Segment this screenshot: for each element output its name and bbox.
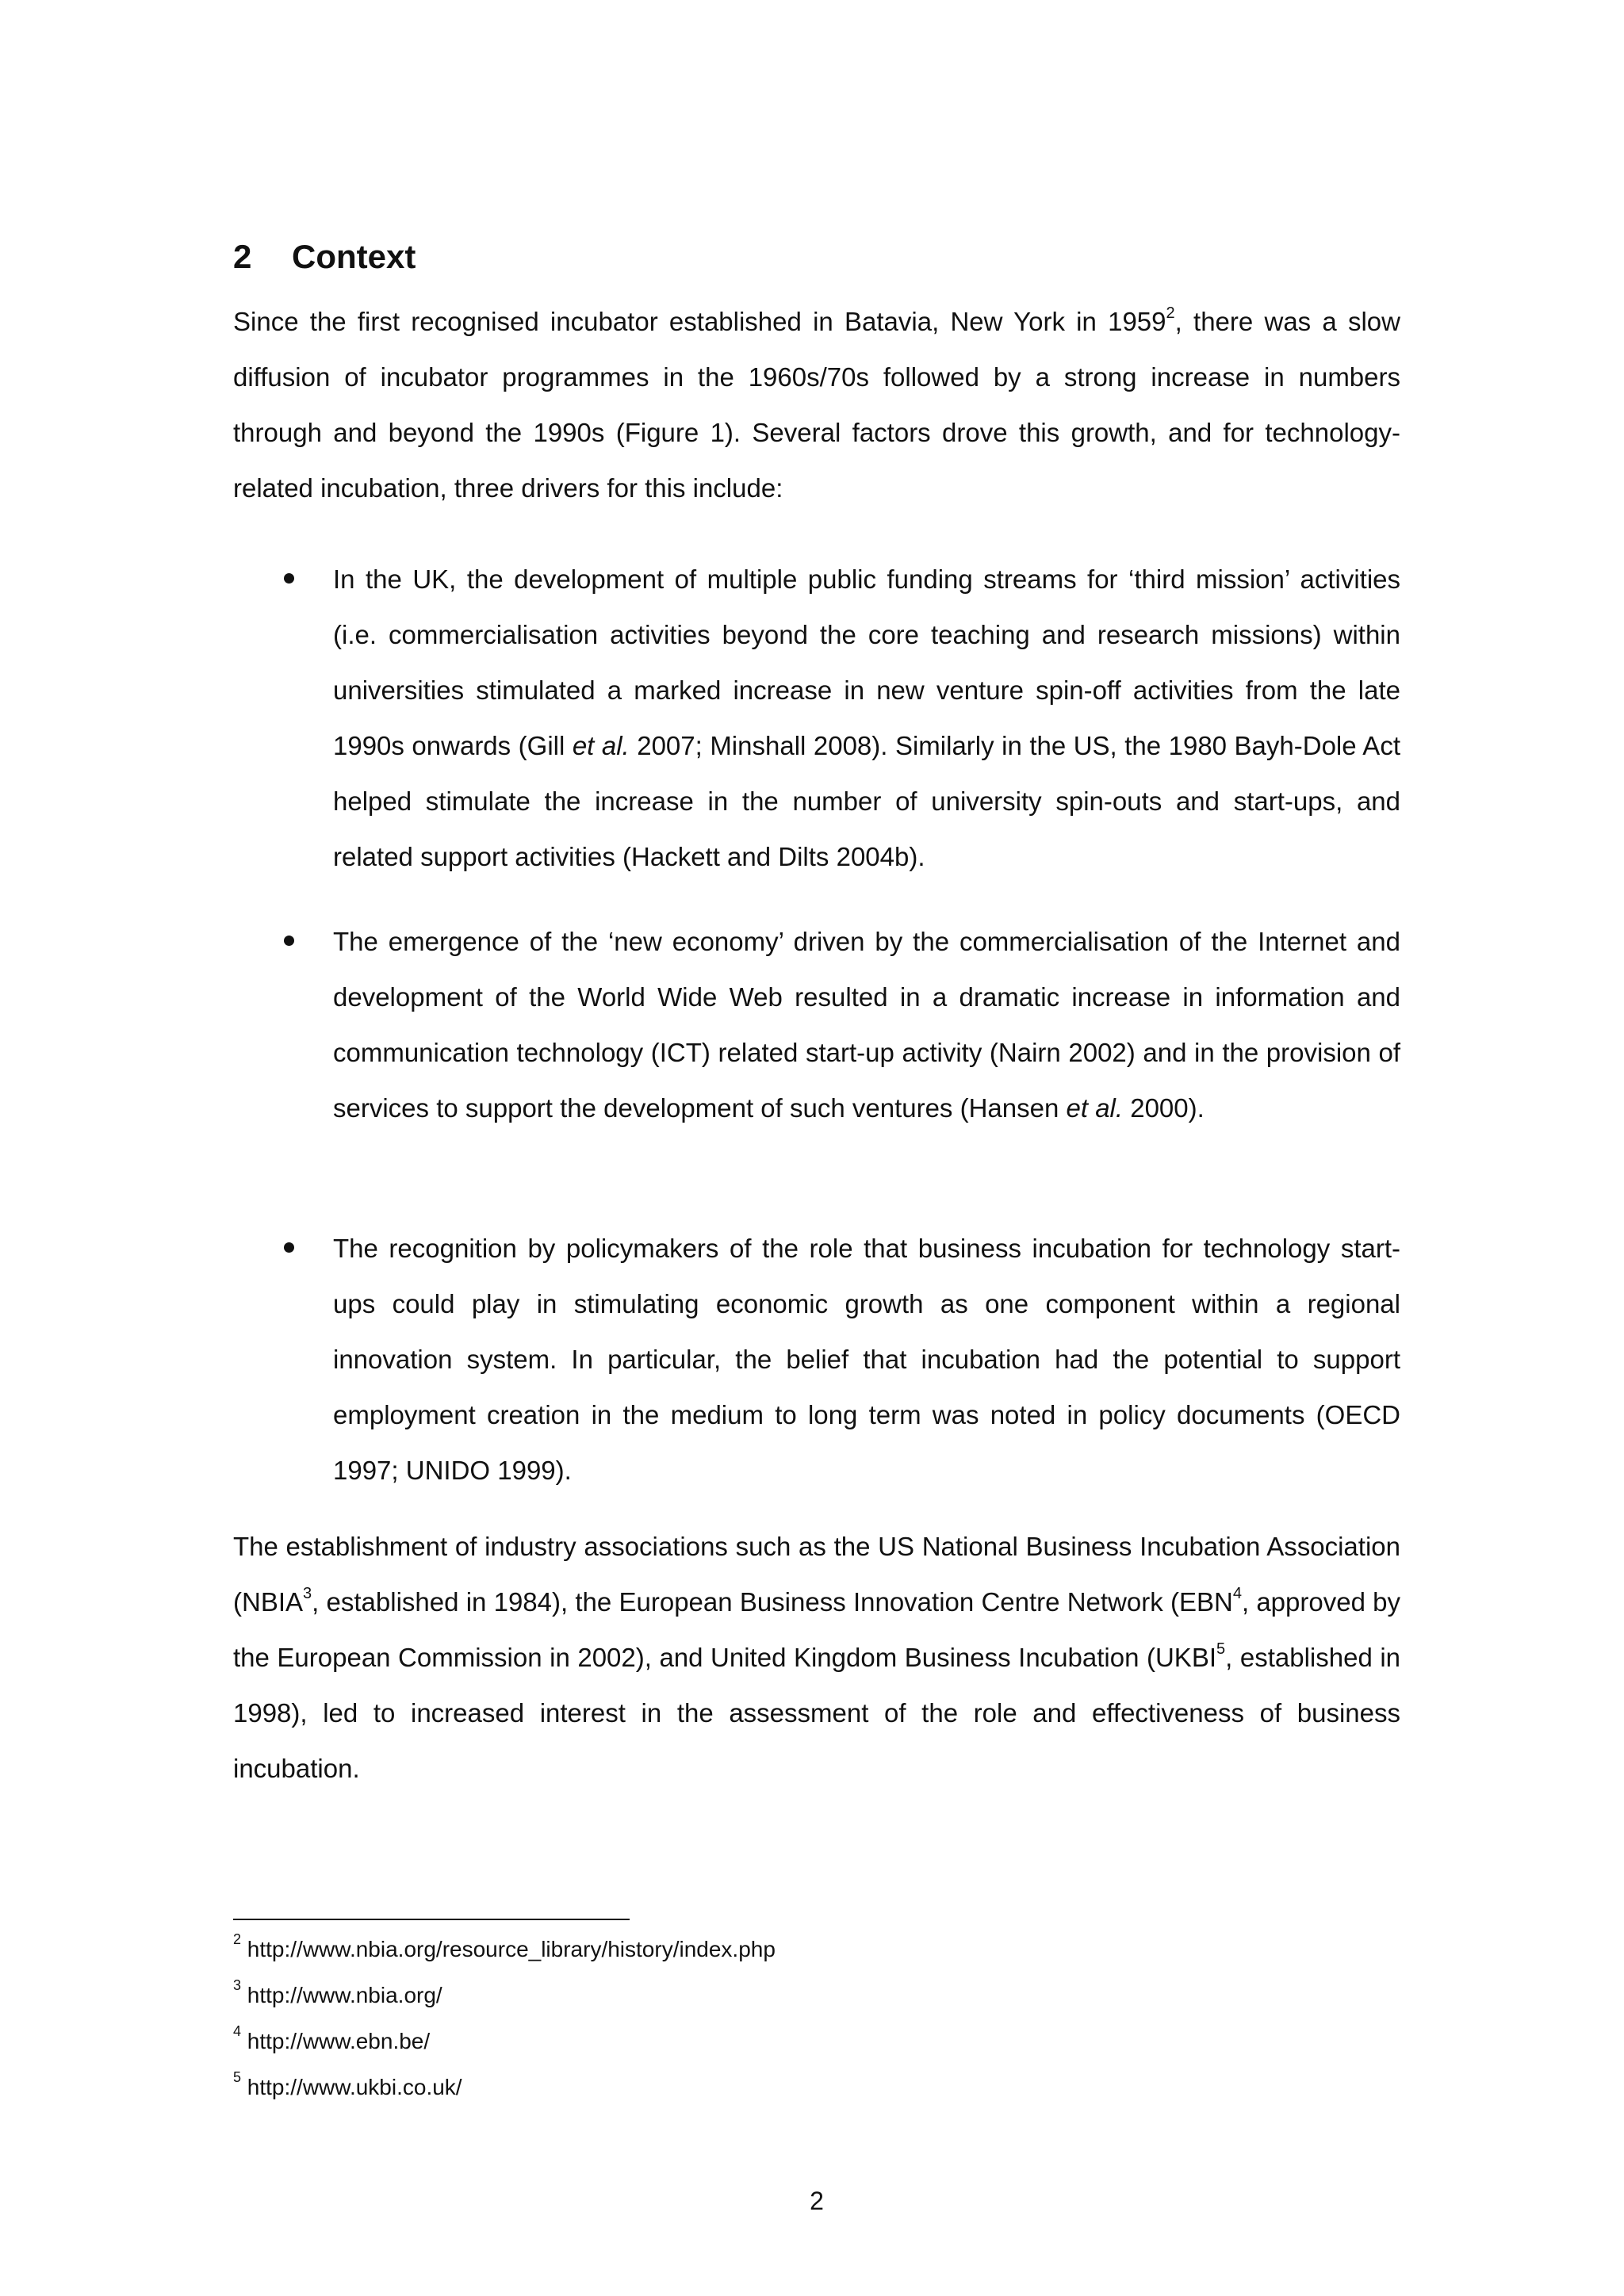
footnote-ref-2[interactable]: 2 [1166,304,1175,322]
footnote-item [233,1973,1400,2019]
footnote-number: 2 [233,1931,242,1947]
footnote-number: 4 [233,2022,242,2039]
intro-text-part2: , there was a slow diffusion of incubator programmes in the 1960s/70s followed by a strong increase in numbers through and beyond the 1990s (Figure 1). Several factors drove this growth, and for technology-related incubation, three drivers for this include: [233,307,1400,503]
bullet-text-italic: et al. [1066,1093,1124,1123]
footnote-link[interactable]: http://www.nbia.org/resource_library/history/index.php [247,1937,776,1961]
footnote-item [233,2019,1400,2064]
outro-text-part2: , established in 1984), the European Business Innovation Centre Network (EBN [312,1587,1233,1617]
footnote-divider [233,1919,630,1920]
footnote-link[interactable]: http://www.ukbi.co.uk/ [247,2075,462,2099]
section-number: 2 [233,238,252,275]
footnotes [233,1927,1400,2110]
footnote-item [233,2064,1400,2110]
footnote-link[interactable]: http://www.ebn.be/ [247,2029,431,2053]
bullet-text: The recognition by policymakers of the role that business incubation for technology start-ups could play in stimulating economic growth as one component within a regional innovation system. In particular, the belief that incubation had the potential to support employment creation in the medium to long term was noted in policy documents (OECD 1997; UNIDO 1999). [333,1234,1400,1485]
page-number: 2 [810,2187,824,2215]
bullet-icon [284,936,294,946]
bullet-icon [284,573,294,584]
bullet-text-part2: 2000). [1123,1093,1205,1123]
bullet-text-part1: The emergence of the ‘new economy’ driven by the commercialisation of the Internet and development of the World Wide Web resulted in a dramatic increase in information and communication technology (ICT) related start-up activity (Nairn 2002) and in the provision of services to support the development of such ventures (Hansen [333,927,1400,1123]
bullet-text [333,914,1400,1136]
footnote-number: 3 [233,1976,242,1993]
footnote-ref-5[interactable]: 5 [1216,1640,1226,1658]
footnote-ref-4[interactable]: 4 [1232,1585,1242,1602]
outro-text-part4: , established in 1998), led to increased interest in the assessment of the role and effectiveness of business incubation. [233,1643,1401,1783]
document-page [233,0,1400,2296]
intro-text-part1: Since the first recognised incubator established in Batavia, New York in 1959 [233,307,1166,336]
bullet-text-italic: et al. [572,731,630,760]
footnote-link[interactable]: http://www.nbia.org/ [247,1983,442,2007]
footnote-ref-3[interactable]: 3 [303,1585,312,1602]
footnote-number: 5 [233,2068,242,2085]
section-heading [233,235,416,279]
section-title: Context [292,238,416,275]
footnote-item [233,1927,1400,1973]
bullet-icon [284,1242,294,1253]
bullet-text-part1: In the UK, the development of multiple public funding streams for ‘third mission’ activities (i.e. commercialisation activities beyond the core teaching and research missions) within universities stimulated a marked increase in new venture spin-off activities from the late 1990s onwards (Gill [333,564,1400,760]
outro-text-part3: , approved by the European Commission in 2002), and United Kingdom Business Incubation (UKBI [233,1587,1401,1672]
outro-text-part1: The establishment of industry associations such as the US National Business Incubation Association (NBIA [233,1532,1400,1617]
bullet-text-part2: 2007; Minshall 2008). Similarly in the US, the 1980 Bayh-Dole Act helped stimulate the increase in the number of university spin-outs and start-ups, and related support activities (Hackett and Dilts 2004b). [333,731,1400,871]
bullet-text [333,552,1400,885]
associations-paragraph [233,1519,1400,1797]
intro-paragraph [233,294,1400,516]
